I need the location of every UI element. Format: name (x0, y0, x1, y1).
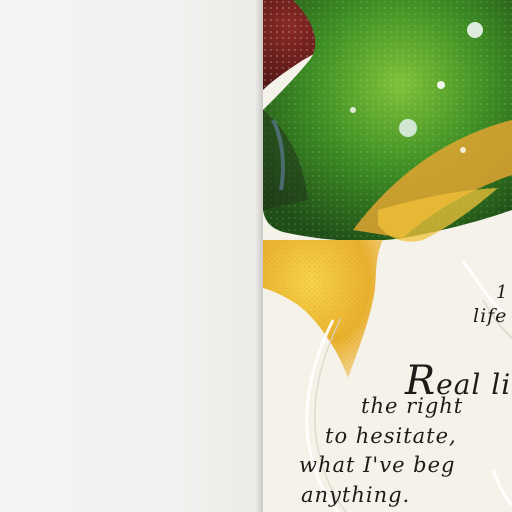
verse-line-7: anything. (301, 483, 411, 507)
card-verse (263, 0, 512, 512)
verse-line-1: 1 (496, 282, 509, 303)
verse-line-3-rest: eal li (436, 368, 512, 401)
verse-line-5: to hesitate, (325, 424, 457, 448)
verse-line-6: what I've beg (299, 453, 456, 477)
verse-line-2: life (473, 305, 508, 327)
verse-initial: R (405, 358, 437, 404)
verse-line-4: the right (361, 394, 464, 418)
card-front-panel (263, 0, 512, 512)
